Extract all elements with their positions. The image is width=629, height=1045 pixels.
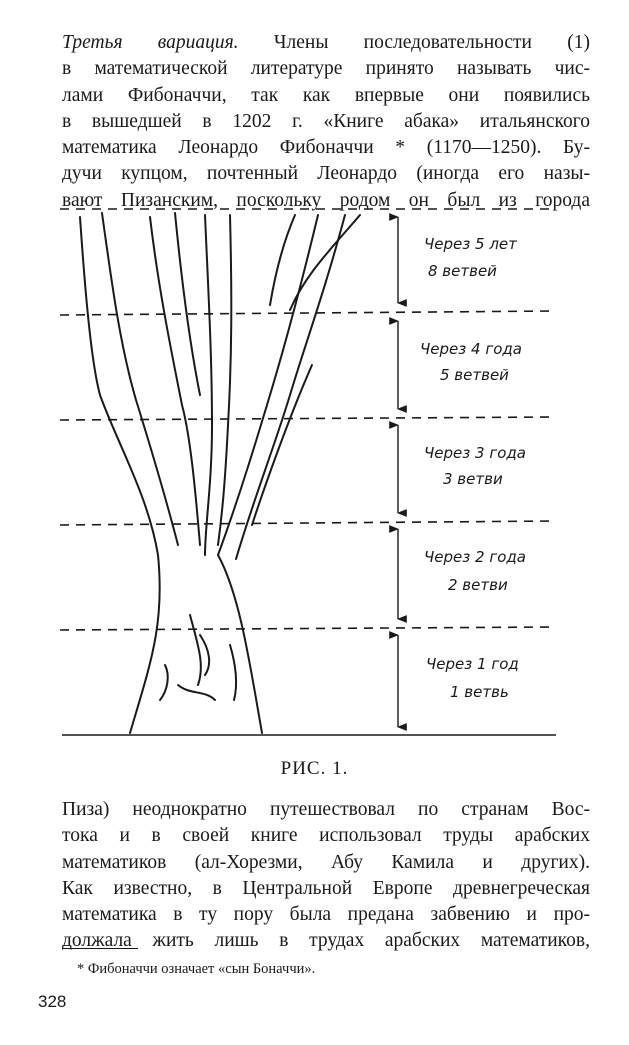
segment-label-line2: 1 ветвь	[450, 683, 509, 701]
text-fragment: Члены последовательности (1)	[238, 32, 590, 53]
footnote-divider	[62, 948, 138, 949]
segment-label-line1: Через 4 года	[420, 340, 522, 358]
italic-lead: Третья вариация.	[62, 32, 239, 53]
text-line: в математической литературе принято называть чис-	[62, 58, 590, 80]
level-line-3	[60, 417, 555, 420]
text-line: математиков (ал-Хорезми, Абу Камила и других).	[62, 851, 590, 873]
text-line: лами Фибоначчи, так как впервые они появились	[62, 84, 590, 106]
text-line: математика в ту пору была предана забвению и про-	[62, 904, 590, 926]
text-line: дучи купцом, почтенный Леонардо (иногда его назы-	[62, 163, 590, 185]
footnote: * Фибоначчи означает «сын Боначчи».	[77, 961, 316, 977]
segment-label-line2: 5 ветвей	[440, 366, 509, 384]
segment-labels	[420, 235, 526, 701]
figure-caption: РИС. 1.	[280, 758, 349, 779]
segment-label-line2: 8 ветвей	[428, 262, 497, 280]
text-line: Пиза) неоднократно путешествовал по странам Вос-	[62, 799, 590, 820]
text-line: тока и в своей книге использовал труды арабских	[62, 825, 590, 847]
level-line-1	[60, 627, 555, 630]
segment-label-line1: Через 3 года	[424, 444, 526, 462]
segment-label-line1: Через 2 года	[424, 548, 526, 566]
text-line: вают Пизанским, поскольку родом он был из города	[62, 189, 590, 211]
text-line: должала жить лишь в трудах арабских математиков,	[62, 930, 590, 952]
text-line: Как известно, в Центральной Европе древнегреческая	[62, 877, 590, 899]
level-line-2	[60, 521, 555, 525]
text-line	[62, 30, 590, 56]
text-line: математика Леонардо Фибоначчи * (1170—1250). Бу-	[62, 137, 590, 159]
level-line-4	[60, 311, 555, 315]
page-number: 328	[38, 992, 67, 1011]
text-line: в вышедшей в 1202 г. «Книге абака» итальянского	[62, 110, 590, 132]
paragraph-top	[62, 30, 590, 214]
tree-drawing	[80, 213, 360, 733]
fibonacci-tree-figure	[0, 195, 629, 755]
segment-label-line2: 3 ветви	[443, 470, 503, 488]
segment-label-line2: 2 ветви	[448, 576, 508, 594]
segment-label-line1: Через 1 год	[426, 655, 519, 673]
paragraph-bottom	[62, 797, 590, 955]
segment-label-line1: Через 5 лет	[424, 235, 517, 253]
